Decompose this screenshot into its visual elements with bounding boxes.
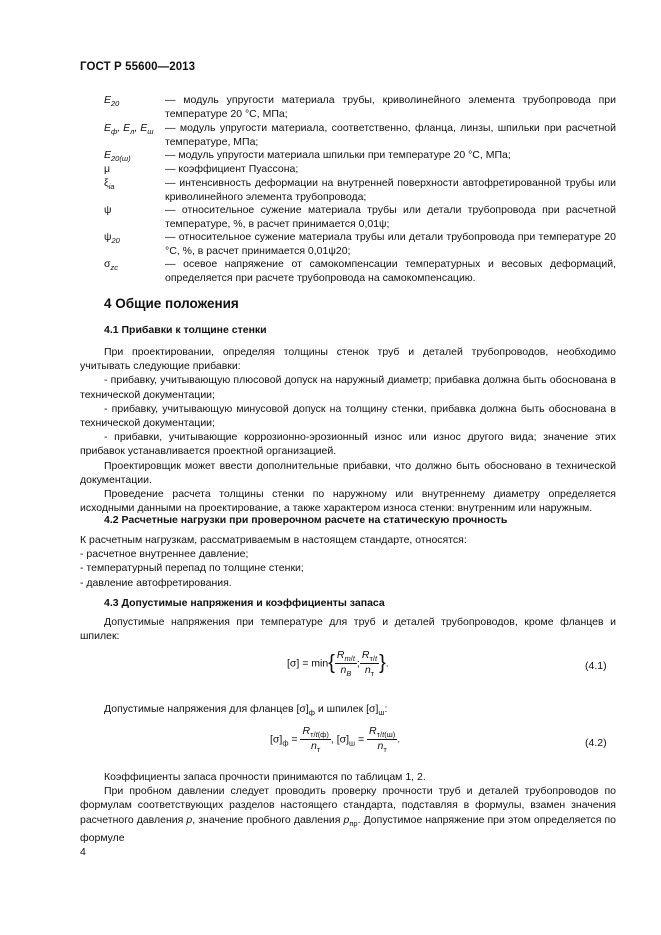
equation-number: (4.1) [585,660,607,672]
subsection-title: 4.1 Прибавки к толщине стенки [104,324,267,336]
paragraph: - прибавку, учитывающую плюсовой допуск на наружный диаметр; прибавка должна быть обоснована в технической документации; [80,374,616,401]
page-number: 4 [80,846,86,858]
equation-number: (4.2) [585,737,607,749]
symbol-sigma-zc: $\sigma_{zc}$ [104,258,118,273]
symbol-desc: — интенсивность деформации на внутренней поверхности автофретированной трубы или криволинейного элемента трубопровода; [165,177,616,203]
paragraph: - прибавки, учитывающие коррозионно-эрозионный износ или износ другого вида; значение этих прибавок устанавливается проектной организацией. [80,431,616,458]
paragraph: К расчетным нагрузкам, рассматриваемым в настоящем стандарте, относятся: [80,534,467,546]
symbol-ef-el-esh: $E_ф$, $E_л$, $E_ш$ [104,122,154,137]
document-header: ГОСТ Р 55600—2013 [80,61,196,73]
list-item: - давление автофретирования. [80,576,232,589]
section-4-2-body [80,533,616,590]
paragraph: Проведение расчета толщины стенки по наружному или внутреннему диаметру определяется исходными данными на проектирование, а также характером износа стенки: внутренним или наружным. [80,488,616,515]
section-4-1-body [80,345,616,515]
paragraph: Коэффициенты запаса прочности принимаются по таблицам 1, 2. [104,771,426,783]
subsection-title: 4.2 Расчетные нагрузки при проверочном расчете на статическую прочность [104,514,508,526]
list-item: - расчетное внутреннее давление; [80,548,249,561]
symbol-xi: $\xi_{ia}$ [104,177,115,192]
symbol-mu: μ [104,163,111,175]
subsection-title: 4.3 Допустимые напряжения и коэффициенты запаса [104,597,385,609]
paragraph [80,702,616,720]
symbol-desc: — модуль упругости материала шпильки при температуре 20 °С, МПа; [165,149,511,161]
symbol-psi: ψ [104,204,112,216]
symbol-desc: — относительное сужение материала трубы или детали трубопровода при температуре 20 °С, %, в расчет принимается 0,01ψ20; [165,231,616,257]
formula-4-2: $[\sigma]_ф$ = $\frac{R_{т/t(ф)}}{n_т}$ , $[\sigma]_ш$ = $\frac{R_{т/t(ш)}}{n_т}$ . [270,725,401,755]
symbol-desc: — коэффициент Пуассона; [165,163,299,175]
symbol-desc: — модуль упругости материала трубы, криволинейного элемента трубопровода при температуре 20 °С, МПа; [165,94,616,120]
paragraph: При проектировании, определяя толщины стенок труб и деталей трубопроводов, необходимо учитывать следующие прибавки: [80,346,616,373]
symbol-desc: — осевое напряжение от самокомпенсации температурных и весовых деформаций, определяется при расчете трубопровода на самокомпенсацию. [165,258,616,284]
paragraph: - прибавку, учитывающую минусовой допуск на толщину стенки, прибавка должна быть обоснована в технической документации; [80,402,616,430]
paragraph: При пробном давлении следует проводить проверку прочности труб и деталей трубопроводов по формулам соответствующих разделов настоящего стандарта, подставляя в формулы, взамен значения расчетного давления p, значение пробного давления $p_{пр}$. Допустимое напряжение при этом определяется по формуле [80,785,616,844]
symbol-e20sh: $E_{20(ш)}$ [104,149,131,164]
paragraph-text: Допустимые напряжения при температуре для труб и деталей трубопроводов, кроме фланцев и шпилек: [80,616,616,643]
list-item: - температурный перепад по толщине стенки; [80,562,304,575]
symbol-psi20: $\psi_{20}$ [104,231,120,246]
section-title: 4 Общие положения [104,296,239,311]
paragraph [80,615,616,643]
symbol-e20: $E_{20}$ [104,94,120,109]
paragraph-text: Допустимые напряжения для фланцев $[\sigma]_ф$ и шпилек $[\sigma]_ш$: [104,703,388,718]
section-4-3-tail [80,770,616,845]
formula-4-1: [σ] = min{ $\frac{R_{m/t}}{n_B}$ ; $\frac{R_{т/t}}{n_т}$ }. [287,649,389,679]
symbol-desc: — относительное сужение материала трубы или детали трубопровода при расчетной температуре, %, в расчет принимается 0,01ψ; [165,204,616,230]
symbol-desc: — модуль упругости материала, соответственно, фланца, линзы, шпильки при расчетной температуре, МПа; [165,122,616,148]
paragraph: Проектировщик может ввести дополнительные прибавки, что должно быть обосновано в технической документации. [80,459,616,486]
